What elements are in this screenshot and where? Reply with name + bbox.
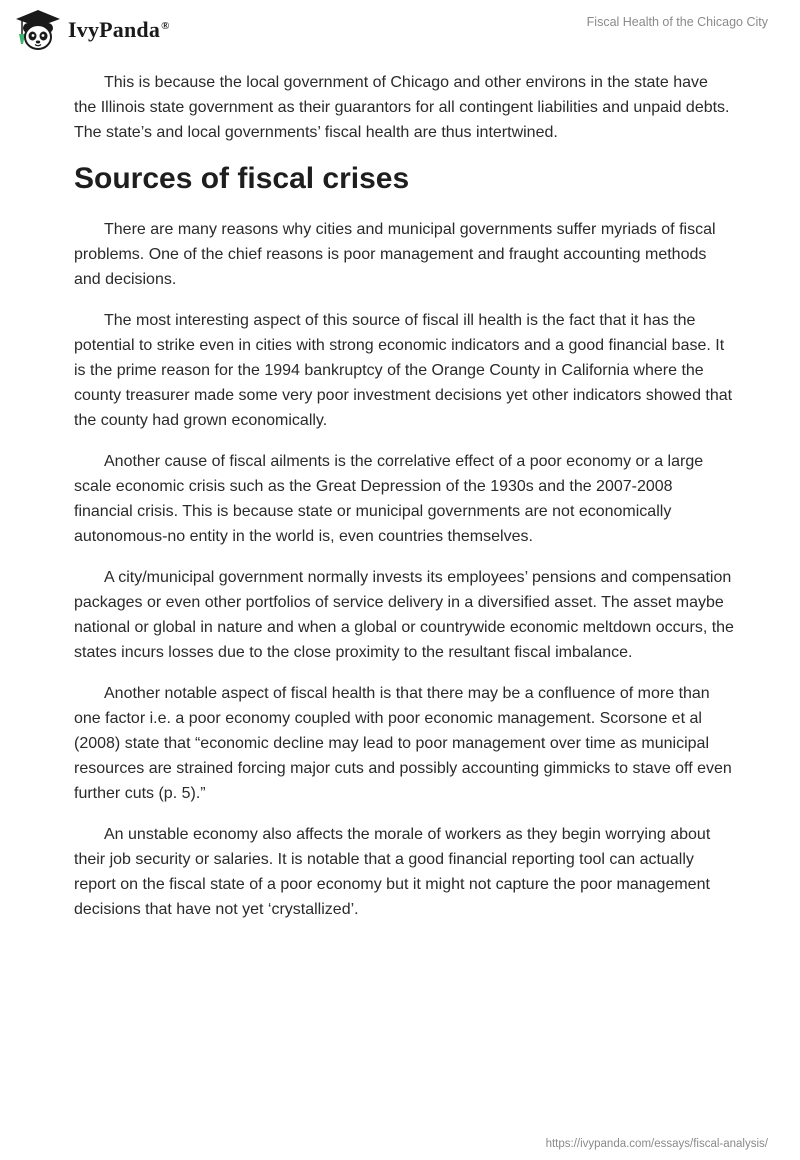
article-body bbox=[74, 70, 734, 938]
panda-graduate-icon bbox=[14, 8, 62, 52]
source-url[interactable]: https://ivypanda.com/essays/fiscal-analysis/ bbox=[545, 1138, 768, 1150]
document-title: Fiscal Health of the Chicago City bbox=[586, 15, 768, 29]
paragraph: Another cause of fiscal ailments is the correlative effect of a poor economy or a large scale economic crisis such as the Great Depression of the 1930s and the 2007-2008 financial crisis. This is because state or municipal governments are not economically autonomous-no entity in the world is, even countries themselves. bbox=[74, 453, 704, 545]
registered-mark: ® bbox=[161, 19, 170, 32]
paragraph: There are many reasons why cities and municipal governments suffer myriads of fiscal problems. One of the chief reasons is poor management and fraught accounting methods and decisions. bbox=[74, 221, 716, 288]
ivypanda-logo[interactable] bbox=[14, 8, 170, 52]
brand-name: IvyPanda® bbox=[68, 17, 170, 42]
section-heading: Sources of fiscal crises bbox=[74, 162, 410, 195]
paragraph: The most interesting aspect of this source of fiscal ill health is the fact that it has the potential to strike even in cities with strong economic indicators and a good financial base. It is the prime reason for the 1994 bankruptcy of the Orange County in California where the county treasurer made some very poor investment decisions yet other indicators showed that the county had grown economically. bbox=[74, 312, 733, 429]
paragraph: Another notable aspect of fiscal health is that there may be a confluence of more than one factor i.e. a poor economy coupled with poor economic management. Scorsone et al (2008) state that “economic decline may lead to poor management over time as municipal resources are strained forcing major cuts and possibly accounting gimmicks to stave off even further cuts (p. 5).” bbox=[74, 685, 732, 802]
paragraph: A city/municipal government normally invests its employees’ pensions and compensation packages or even other portfolios of service delivery in a diversified asset. The asset maybe national or global in nature and when a global or countrywide economic meltdown occurs, the states incurs losses due to the close proximity to the resultant fiscal imbalance. bbox=[74, 569, 734, 661]
intro-paragraph: This is because the local government of Chicago and other environs in the state have the Illinois state government as their guarantors for all contingent liabilities and unpaid debts. The state’s and local governments’ fiscal health are thus intertwined. bbox=[74, 74, 730, 141]
paragraph: An unstable economy also affects the morale of workers as they begin worrying about their job security or salaries. It is notable that a good financial reporting tool can actually report on the fiscal state of a poor economy but it might not capture the poor management decisions that have not yet ‘crystallized’. bbox=[74, 826, 711, 918]
page-header bbox=[0, 0, 800, 60]
